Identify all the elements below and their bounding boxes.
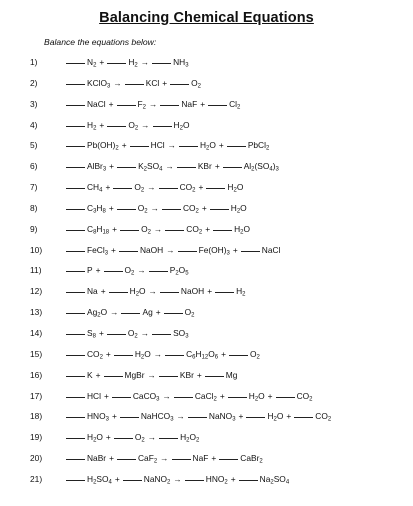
chemical-formula: NaHCO$_3$ [140,411,174,423]
equation-number: 2) [30,77,38,88]
equation-number: 20) [30,453,43,464]
coefficient-blank[interactable] [276,397,295,398]
plus-sign: + [121,140,127,151]
coefficient-blank[interactable] [66,251,85,252]
coefficient-blank[interactable] [107,334,126,335]
equation [66,73,204,94]
equation-row [0,260,413,281]
reaction-arrow-icon: → [137,265,146,276]
coefficient-blank[interactable] [66,146,85,147]
equation-row [0,135,413,156]
chemical-formula: NaCl [261,244,281,255]
plus-sign: + [221,348,227,359]
chemical-formula: $C_3H_8$ [87,202,106,215]
chemical-formula: $Fe(OH)_3$ [198,244,230,257]
chemical-formula: KBr [179,369,194,380]
equation-row [0,73,413,94]
equation-number: 19) [30,432,43,443]
plus-sign: + [230,473,236,484]
chemical-formula: MgBr [124,369,145,380]
chemical-formula: $CH_4$ [87,182,103,194]
coefficient-blank[interactable] [113,188,132,189]
chemical-formula: $Al_2(SO_4)_3$ [243,161,279,173]
chemical-formula: $CO_2$ [182,202,199,215]
chemical-formula: $H_2O$ [129,286,146,298]
plus-sign: + [99,119,105,130]
coefficient-blank[interactable] [66,355,85,356]
plus-sign: + [99,57,105,67]
equation [66,135,272,156]
chemical-formula: $F_2$ [137,98,146,111]
chemical-formula: $Na_2SO_4$ [259,473,290,486]
chemical-formula: K [87,369,93,380]
chemical-formula: CaBr$_2$ [240,453,263,465]
plus-sign: + [111,411,117,422]
chemical-formula: $O_2$ [128,119,139,132]
chemical-formula: AlBr$_3$ [87,161,107,173]
coefficient-blank[interactable] [177,167,196,168]
plus-sign: + [201,202,207,213]
chemical-formula: $K_2SO_4$ [138,161,163,173]
coefficient-blank[interactable] [164,313,183,314]
reaction-arrow-icon: → [140,57,150,67]
equation-number: 14) [30,327,43,338]
chemical-formula: HCl [150,140,165,151]
chemical-formula: $H_2O$ [87,432,103,444]
reaction-arrow-icon: → [167,140,176,151]
chemical-formula: KCl [145,77,160,88]
equation-number: 15) [30,348,43,359]
equation-row [0,406,413,427]
equation-number: 8) [30,202,38,213]
coefficient-blank[interactable] [165,355,184,356]
plus-sign: + [112,223,118,234]
chemical-formula: $H_2O$ [134,348,151,361]
equation-row [0,198,413,219]
reaction-arrow-icon: → [150,202,159,213]
coefficient-blank[interactable] [66,459,85,460]
coefficient-blank[interactable] [66,63,85,64]
equation-number: 5) [30,140,38,151]
coefficient-blank[interactable] [104,271,123,272]
coefficient-blank[interactable] [114,438,133,439]
chemical-formula: NaNO$_2$ [143,473,171,486]
chemical-formula: $CO_2$ [87,348,103,361]
plus-sign: + [95,265,101,276]
equation-number: 3) [30,98,38,109]
coefficient-blank[interactable] [121,313,140,314]
equation-number: 16) [30,369,43,380]
coefficient-blank[interactable] [206,188,225,189]
chemical-formula: $O_2$ [141,223,151,236]
chemical-formula: NaOH [139,244,164,255]
equation [66,52,192,73]
chemical-formula: $H_2O_2$ [180,432,200,444]
chemical-formula: FeCl$_3$ [87,244,109,257]
coefficient-blank[interactable] [66,292,85,293]
coefficient-blank[interactable] [107,126,126,127]
coefficient-blank[interactable] [294,417,313,418]
plus-sign: + [108,202,114,213]
worksheet-title: Balancing Chemical Equations [99,10,314,26]
equation [66,156,282,177]
coefficient-blank[interactable] [223,167,242,168]
reaction-arrow-icon: → [148,286,157,297]
chemical-formula: KClO$_3$ [87,77,111,90]
plus-sign: + [218,140,224,151]
reaction-arrow-icon: → [140,327,150,338]
reaction-arrow-icon: → [141,119,150,130]
coefficient-blank[interactable] [125,84,144,85]
plus-sign: + [105,432,111,443]
reaction-arrow-icon: → [166,244,175,255]
equation-row [0,323,413,344]
plus-sign: + [105,182,111,193]
coefficient-blank[interactable] [66,84,85,85]
coefficient-blank[interactable] [66,209,85,210]
equation-row [0,344,413,365]
coefficient-blank[interactable] [215,292,234,293]
plus-sign: + [108,98,114,109]
chemical-formula: $H_2$ [87,119,97,132]
equation-row [0,177,413,198]
equation-number: 13) [30,307,43,318]
equation-number: 12) [30,286,43,297]
equation [66,323,192,344]
chemical-formula: $H_2SO_4$ [87,473,112,486]
equation [66,260,192,281]
coefficient-blank[interactable] [165,230,184,231]
coefficient-blank[interactable] [130,146,149,147]
equation-row [0,281,413,302]
coefficient-blank[interactable] [66,230,85,231]
chemical-formula: NaCl [87,98,106,109]
chemical-formula: $P_2O_5$ [169,265,189,277]
coefficient-blank[interactable] [123,480,142,481]
plus-sign: + [95,369,101,380]
plus-sign: + [109,453,114,464]
plus-sign: + [214,161,220,172]
coefficient-blank[interactable] [219,459,238,460]
plus-sign: + [267,390,273,401]
chemical-formula: $O_2$ [250,348,260,361]
equation [66,198,250,219]
equation-number: 6) [30,161,38,172]
chemical-formula: Na [87,286,98,297]
plus-sign: + [205,223,211,234]
reaction-arrow-icon: → [165,161,174,172]
coefficient-blank[interactable] [208,105,227,106]
coefficient-blank[interactable] [66,397,85,398]
reaction-arrow-icon: → [176,411,185,422]
chemical-formula: CaCO$_3$ [132,390,160,402]
coefficient-blank[interactable] [66,271,85,272]
chemical-formula: $H_2$ [128,57,138,69]
chemical-formula: $H_2O$ [227,182,244,194]
chemical-formula: $H_2O$ [234,223,251,236]
reaction-arrow-icon: → [153,348,163,359]
coefficient-blank[interactable] [117,209,136,210]
chemical-formula: $SO_3$ [173,327,189,340]
chemical-formula: Ag [142,307,153,318]
equation-row [0,448,413,469]
coefficient-blank[interactable] [114,355,133,356]
chemical-formula: $Pb(OH)_2$ [87,140,119,152]
reaction-arrow-icon: → [153,223,163,234]
chemical-formula: $CO_2$ [186,223,203,236]
chemical-formula: NaF [181,98,198,109]
coefficient-blank[interactable] [149,271,168,272]
coefficient-blank[interactable] [228,397,247,398]
coefficient-blank[interactable] [178,251,197,252]
equation [66,344,263,365]
equation-number: 21) [30,473,43,484]
equation-number: 10) [30,244,43,255]
chemical-formula: $Ag_2O$ [87,307,108,319]
chemical-formula: P [87,265,93,276]
equation [66,240,283,261]
plus-sign: + [98,327,104,338]
equation [66,281,249,302]
chemical-formula: $HNO_3$ [87,411,109,423]
coefficient-blank[interactable] [239,480,258,481]
chemical-formula: $O_2$ [134,432,145,444]
equation [66,448,266,469]
chemical-formula: $CO_2$ [179,182,196,194]
coefficient-blank[interactable] [174,397,193,398]
equation-row [0,386,413,407]
coefficient-blank[interactable] [152,334,171,335]
chemical-formula: Mg [225,369,238,380]
coefficient-blank[interactable] [188,417,207,418]
equation [66,302,198,323]
equation-number: 11) [30,265,42,276]
equation-number: 1) [30,57,38,67]
coefficient-blank[interactable] [213,230,232,231]
reaction-arrow-icon: → [160,453,169,464]
equation-row [0,427,413,448]
coefficient-blank[interactable] [205,376,224,377]
coefficient-blank[interactable] [117,459,136,460]
reaction-arrow-icon: → [147,369,156,380]
coefficient-blank[interactable] [152,63,171,64]
chemical-formula: $S_8$ [87,327,96,340]
chemical-formula: $HNO_2$ [205,473,228,486]
equation-row [0,52,413,73]
chemical-formula: CaCl$_2$ [194,390,217,402]
coefficient-blank[interactable] [246,417,265,418]
coefficient-blank[interactable] [179,146,198,147]
plus-sign: + [100,286,106,297]
chemical-formula: $O_2$ [127,327,138,340]
equation-number: 7) [30,182,38,193]
plus-sign: + [111,244,116,255]
coefficient-blank[interactable] [104,376,123,377]
equation [66,219,253,240]
coefficient-blank[interactable] [159,188,178,189]
plus-sign: + [103,390,109,401]
chemical-formula: CaF$_2$ [138,453,158,465]
coefficient-blank[interactable] [66,167,85,168]
reaction-arrow-icon: → [149,98,158,109]
coefficient-blank[interactable] [107,63,126,64]
reaction-arrow-icon: → [162,390,171,401]
coefficient-blank[interactable] [210,209,229,210]
equation-row [0,302,413,323]
equation-number: 9) [30,223,38,234]
coefficient-blank[interactable] [66,105,85,106]
coefficient-blank[interactable] [66,334,85,335]
coefficient-blank[interactable] [117,105,136,106]
coefficient-blank[interactable] [66,126,85,127]
plus-sign: + [198,182,204,193]
equation-list [0,52,413,490]
coefficient-blank[interactable] [159,438,178,439]
chemical-formula: $CO_2$ [296,390,313,402]
chemical-formula: $H_2O$ [267,411,284,423]
equation [66,386,315,407]
chemical-formula: $H_2$ [236,286,246,298]
chemical-formula: NaBr [87,453,107,464]
plus-sign: + [200,98,206,109]
chemical-formula: $NH_3$ [173,57,189,69]
plus-sign: + [238,411,244,422]
plus-sign: + [155,307,161,318]
equation-row [0,469,413,490]
chemical-formula: KBr [197,161,212,172]
coefficient-blank[interactable] [172,459,191,460]
reaction-arrow-icon: → [110,307,119,318]
coefficient-blank[interactable] [109,292,128,293]
chemical-formula: NaOH [180,286,205,297]
plus-sign: + [219,390,225,401]
coefficient-blank[interactable] [66,480,85,481]
reaction-arrow-icon: → [147,182,156,193]
equation-row [0,156,413,177]
chemical-formula: $O_2$ [124,265,135,277]
coefficient-blank[interactable] [159,376,178,377]
reaction-arrow-icon: → [147,432,157,443]
chemical-formula: NaF [192,453,209,464]
coefficient-blank[interactable] [120,417,139,418]
plus-sign: + [211,453,217,464]
chemical-formula: $O_2$ [137,202,148,215]
plus-sign: + [109,161,115,172]
instructions-text: Balance the equations below: [44,37,157,47]
coefficient-blank[interactable] [229,355,248,356]
equation [66,115,192,136]
reaction-arrow-icon: → [113,77,122,88]
equation-number: 17) [30,390,43,401]
chemical-formula: $O_2$ [191,77,201,90]
reaction-arrow-icon: → [173,473,182,484]
chemical-formula: HCl [87,390,101,401]
equation-number: 18) [30,411,43,422]
chemical-formula: $H_2O$ [199,140,216,152]
plus-sign: + [232,244,238,255]
chemical-formula: NaNO$_3$ [208,411,236,423]
equation-row [0,240,413,261]
chemical-formula: $C_8H_{18}$ [87,223,110,236]
coefficient-blank[interactable] [241,251,260,252]
chemical-formula: $C_6H_{12}O_6$ [186,348,219,361]
chemical-formula: $H_2O$ [230,202,247,215]
coefficient-blank[interactable] [66,417,85,418]
equation [66,427,202,448]
equation-row [0,219,413,240]
chemical-formula: $H_2O$ [173,119,190,132]
coefficient-blank[interactable] [117,167,136,168]
equation [66,469,292,490]
chemical-formula: PbCl$_2$ [247,140,270,152]
equation-row [0,365,413,386]
plus-sign: + [105,348,111,359]
plus-sign: + [114,473,120,484]
plus-sign: + [196,369,202,380]
equation [66,94,243,115]
coefficient-blank[interactable] [66,313,85,314]
chemical-formula: $N_2$ [87,57,97,69]
plus-sign: + [207,286,213,297]
coefficient-blank[interactable] [162,209,181,210]
equation [66,365,240,386]
chemical-formula: $O_2$ [134,182,145,194]
equation [66,177,246,198]
equation [66,406,334,427]
chemical-formula: $CO_2$ [315,411,332,423]
coefficient-blank[interactable] [66,188,85,189]
plus-sign: + [286,411,292,422]
equation-row [0,94,413,115]
plus-sign: + [162,77,168,88]
chemical-formula: $Cl_2$ [229,98,241,111]
coefficient-blank[interactable] [112,397,131,398]
coefficient-blank[interactable] [160,105,179,106]
equation-number: 4) [30,119,38,130]
coefficient-blank[interactable] [66,376,85,377]
coefficient-blank[interactable] [185,480,204,481]
coefficient-blank[interactable] [120,230,139,231]
coefficient-blank[interactable] [170,84,189,85]
chemical-formula: $O_2$ [184,307,195,319]
coefficient-blank[interactable] [227,146,246,147]
coefficient-blank[interactable] [66,438,85,439]
chemical-formula: $H_2O$ [248,390,265,402]
equation-row [0,115,413,136]
coefficient-blank[interactable] [153,126,172,127]
coefficient-blank[interactable] [160,292,179,293]
coefficient-blank[interactable] [119,251,138,252]
